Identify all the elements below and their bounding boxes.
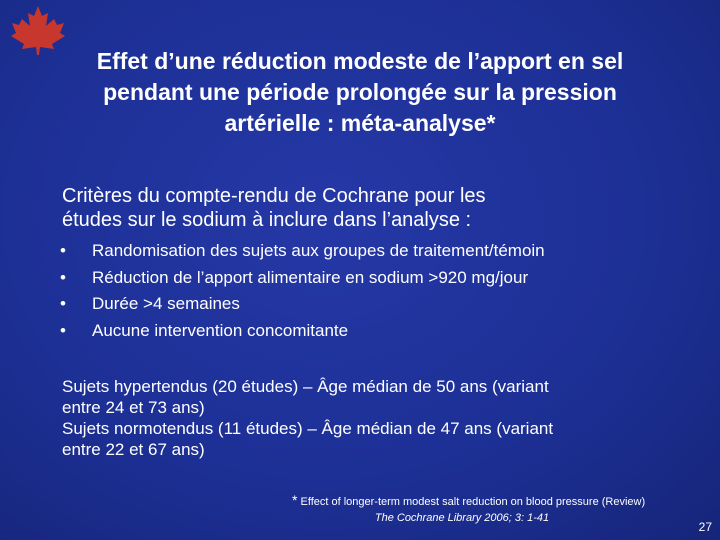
bullet-text: Durée >4 semaines	[92, 294, 240, 313]
intro-line-2: études sur le sodium à inclure dans l’analyse :	[62, 209, 472, 231]
title-line-3: artérielle : méta-analyse*	[224, 110, 496, 136]
page-number: 27	[698, 520, 712, 534]
criteria-list	[60, 238, 545, 344]
list-item	[60, 291, 545, 318]
list-item	[60, 238, 545, 265]
reference-title: Effect of longer-term modest salt reduction on blood pressure (Review)	[300, 496, 646, 508]
intro-line-1: Critères du compte-rendu de Cochrane pour les	[62, 185, 486, 207]
para-line-1: Sujets hypertendus (20 études) – Âge médian de 50 ans (variant	[62, 377, 549, 396]
bullet-text: Randomisation des sujets aux groupes de traitement/témoin	[92, 241, 545, 260]
bullet-marker: •	[60, 294, 66, 313]
list-item	[60, 318, 545, 345]
bullet-marker: •	[60, 241, 66, 260]
bullet-marker: •	[60, 267, 66, 287]
bullet-marker: •	[60, 320, 66, 340]
list-item	[60, 265, 545, 292]
reference-source: The Cochrane Library 2006; 3: 1-41	[374, 512, 550, 524]
para-line-4: entre 22 et 67 ans)	[62, 440, 205, 459]
subjects-paragraph	[62, 376, 682, 460]
criteria-intro	[62, 184, 682, 232]
para-line-3: Sujets normotendus (11 études) – Âge médian de 47 ans (variant	[62, 419, 554, 438]
reference-footnote	[292, 492, 692, 526]
bullet-text: Réduction de l’apport alimentaire en sodium >920 mg/jour	[92, 267, 529, 287]
para-line-2: entre 24 et 73 ans)	[62, 398, 205, 417]
title-line-2: pendant une période prolongée sur la pression	[103, 79, 617, 105]
footnote-star: *	[292, 492, 298, 508]
slide-title	[20, 46, 700, 139]
bullet-text: Aucune intervention concomitante	[92, 320, 349, 340]
title-line-1: Effet d’une réduction modeste de l’apport en sel	[96, 48, 624, 74]
